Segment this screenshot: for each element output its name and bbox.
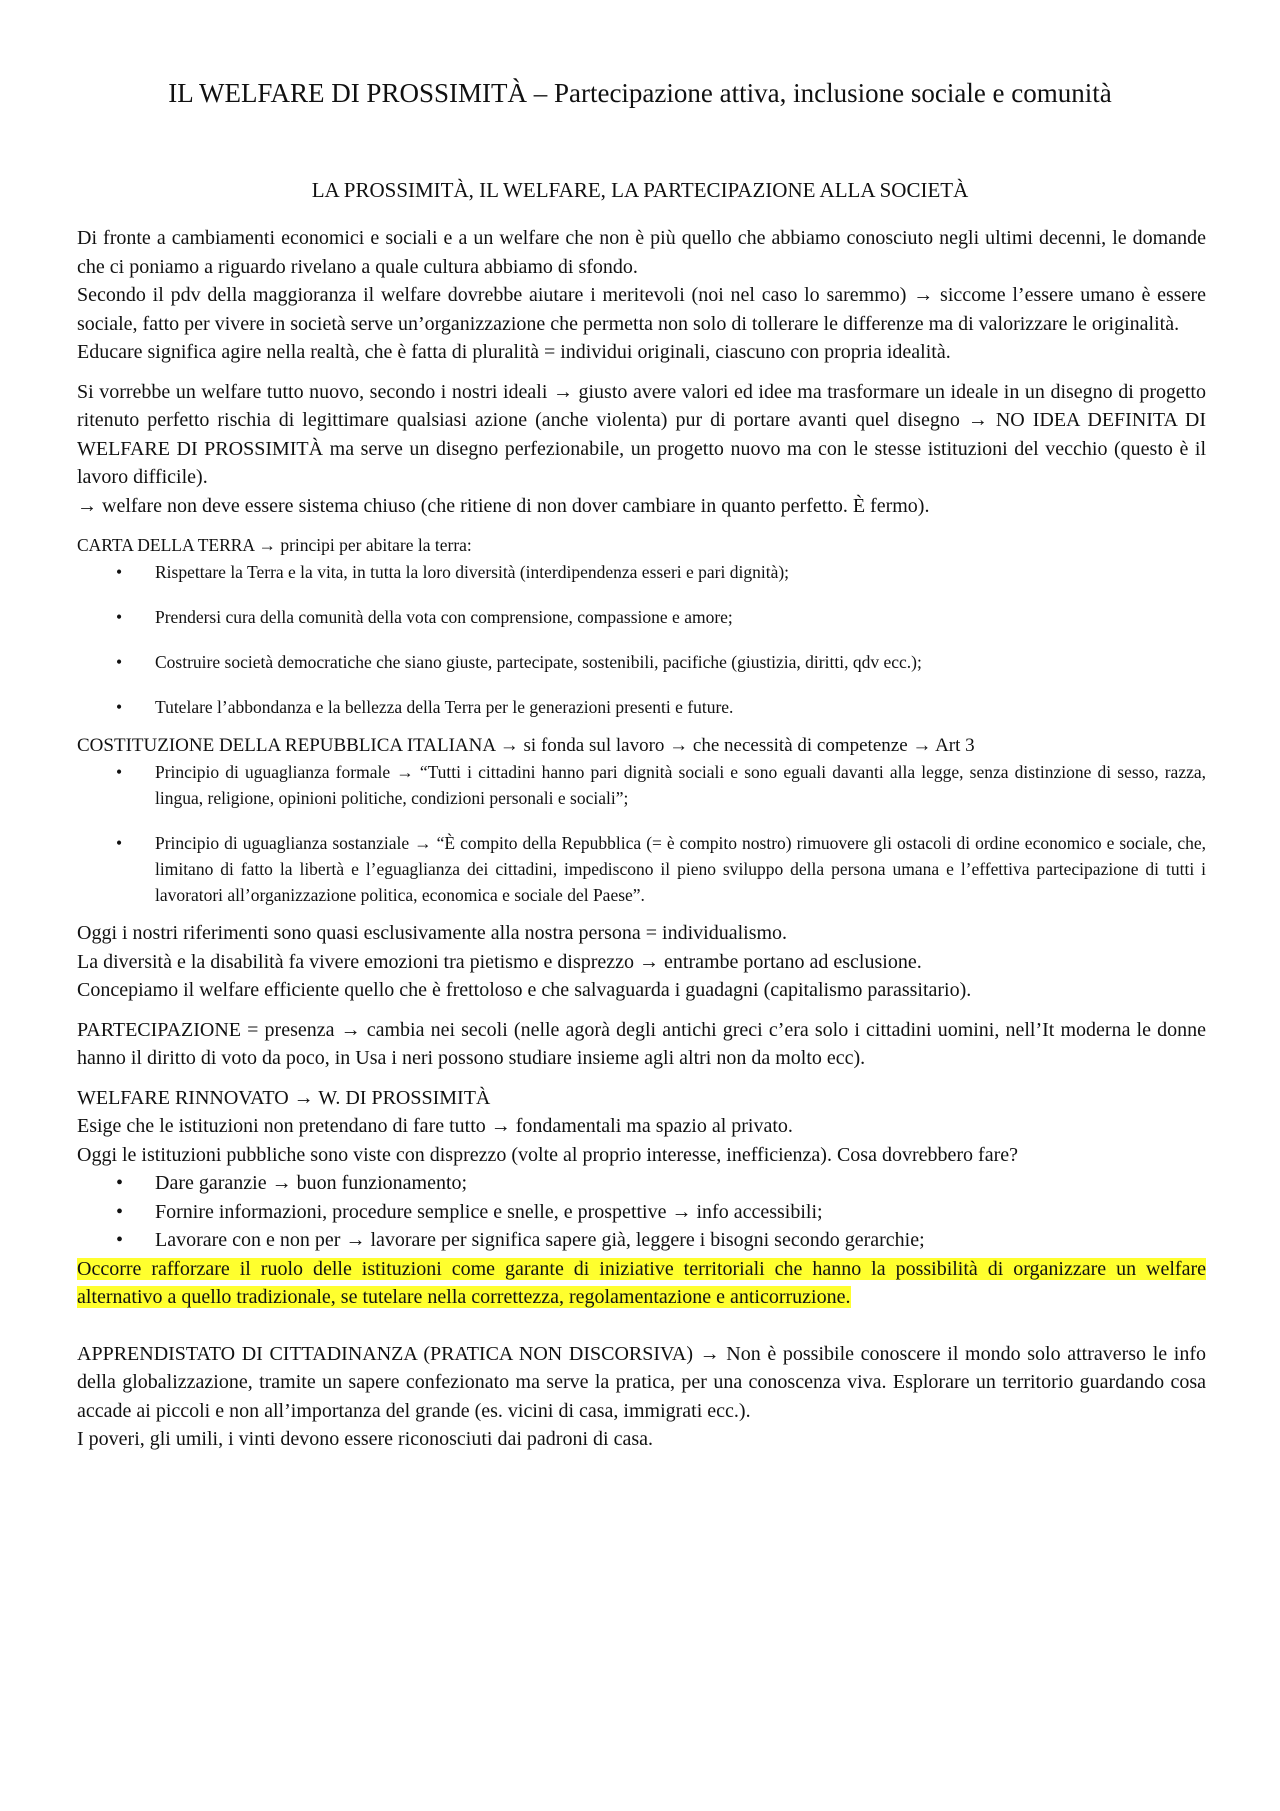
section-title: LA PROSSIMITÀ, IL WELFARE, LA PARTECIPAZIONE ALLA SOCIETÀ (311, 178, 969, 202)
carta-della-terra-heading: CARTA DELLA TERRA → principi per abitare la terra: (77, 535, 472, 555)
paragraph: → welfare non deve essere sistema chiuso (che ritiene di non dover cambiare in quanto perfetto. È fermo). (77, 494, 930, 517)
bullet-icon: • (116, 697, 123, 717)
document-body (77, 224, 1206, 1454)
costituzione-list (77, 759, 1206, 908)
list-item (77, 604, 1206, 630)
list-item (77, 1169, 1206, 1198)
list-item-text: Rispettare la Terra e la vita, in tutta la loro diversità (interdipendenza esseri e pari dignità); (155, 562, 790, 582)
partecipazione-paragraph: PARTECIPAZIONE = presenza → cambia nei secoli (nelle agorà degli antichi greci c’era solo i cittadini uomini, nell’It moderna le donne hanno il diritto di voto da poco, in Usa i neri possono studiare insieme agli altri non da molto ecc). (77, 1018, 1206, 1069)
costituzione-heading: COSTITUZIONE DELLA REPUBBLICA ITALIANA → si fonda sul lavoro → che necessità di competenze → Art 3 (77, 735, 975, 756)
list-item (77, 759, 1206, 811)
list-item (77, 649, 1206, 675)
paragraph: Secondo il pdv della maggioranza il welfare dovrebbe aiutare i meritevoli (noi nel caso lo saremmo) → siccome l’essere umano è essere sociale, fatto per vivere in società serve un’organizzazione che permetta non solo di tollerare le differenze ma di valorizzare le originalità. (77, 284, 1206, 335)
bullet-icon: • (116, 762, 123, 782)
list-item-text: Fornire informazioni, procedure semplice e snelle, e prospettive → info accessibili; (155, 1200, 823, 1223)
paragraph: I poveri, gli umili, i vinti devono essere riconosciuti dai padroni di casa. (77, 1428, 653, 1450)
document-title: IL WELFARE DI PROSSIMITÀ – Partecipazione attiva, inclusione sociale e comunità (168, 78, 1112, 108)
list-item (77, 1198, 1206, 1227)
paragraph: Educare significa agire nella realtà, che è fatta di pluralità = individui originali, ciascuno con propria idealità. (77, 341, 951, 363)
list-item (77, 559, 1206, 585)
paragraph: Si vorrebbe un welfare tutto nuovo, secondo i nostri ideali → giusto avere valori ed idee ma trasformare un ideale in un disegno di progetto ritenuto perfetto rischia di legittimare qualsiasi azione (anche violenta) pur di portare avanti quel disegno → NO IDEA DEFINITA DI WELFARE DI PROSSIMITÀ ma serve un disegno perfezionabile, un progetto nuovo ma con le stesse istituzioni del vecchio (questo è il lavoro difficile). (77, 380, 1206, 488)
list-item (77, 830, 1206, 908)
list-item-text: Tutelare l’abbondanza e la bellezza della Terra per le generazioni presenti e future. (155, 697, 734, 717)
paragraph: Oggi i nostri riferimenti sono quasi esclusivamente alla nostra persona = individualismo. (77, 922, 788, 944)
paragraph: Di fronte a cambiamenti economici e sociali e a un welfare che non è più quello che abbiamo conosciuto negli ultimi decenni, le domande che ci poniamo a riguardo rivelano a quale cultura abbiamo di sfondo. (77, 227, 1206, 278)
paragraph: La diversità e la disabilità fa vivere emozioni tra pietismo e disprezzo → entrambe portano ad esclusione. (77, 950, 922, 973)
highlighted-paragraph (77, 1255, 1206, 1312)
highlighted-text: Occorre rafforzare il ruolo delle istituzioni come garante di iniziative territoriali che hanno la possibilità di organizzare un welfare alternativo a quello tradizionale, se tutelare nella correttezza, regolamentazione e anticorruzione. (77, 1257, 1206, 1308)
bullet-icon: • (116, 652, 123, 672)
list-item-text: Costruire società democratiche che siano giuste, partecipate, sostenibili, pacifiche (giustizia, diritti, qdv ecc.); (155, 652, 922, 672)
list-item-text: Lavorare con e non per → lavorare per significa sapere già, leggere i bisogni secondo gerarchie; (155, 1229, 925, 1251)
list-item-text: Prendersi cura della comunità della vota con comprensione, compassione e amore; (155, 607, 733, 627)
list-item-text: Principio di uguaglianza formale → “Tutti i cittadini hanno pari dignità sociali e sono eguali davanti alla legge, senza distinzione di sesso, razza, lingua, religione, opinioni politiche, condizioni personali e sociali”; (155, 762, 1206, 808)
apprendistato-paragraph: APPRENDISTATO DI CITTADINANZA (PRATICA NON DISCORSIVA) → Non è possibile conoscere il mondo solo attraverso le info della globalizzazione, tramite un sapere confezionato ma serve la pratica, per una conoscenza viva. Esplorare un territorio guardando cosa accade ai piccoli e non all’importanza del grande (es. vicini di casa, immigrati ecc.). (77, 1342, 1206, 1422)
list-item (77, 694, 1206, 720)
list-item-text: Principio di uguaglianza sostanziale → “È compito della Repubblica (= è compito nostro) rimuovere gli ostacoli di ordine economico e sociale, che, limitano di fatto la libertà e l’eguaglianza dei cittadini, impediscono il pieno sviluppo della persona umana e l’effettiva partecipazione di tutti i lavoratori all’organizzazione politica, economica e sociale del Paese”. (155, 833, 1206, 905)
bullet-icon: • (116, 1229, 124, 1251)
bullet-icon: • (116, 833, 123, 853)
paragraph: Esige che le istituzioni non pretendano di fare tutto → fondamentali ma spazio al privato. (77, 1115, 793, 1137)
bullet-icon: • (116, 562, 123, 582)
list-item (77, 1226, 1206, 1255)
istituzioni-list (77, 1169, 1206, 1255)
carta-della-terra-list (77, 559, 1206, 720)
bullet-icon: • (116, 1200, 124, 1223)
paragraph: Oggi le istituzioni pubbliche sono viste con disprezzo (volte al proprio interesse, inefficienza). Cosa dovrebbero fare? (77, 1143, 1018, 1166)
welfare-rinnovato-heading: WELFARE RINNOVATO → W. DI PROSSIMITÀ (77, 1086, 491, 1109)
list-item-text: Dare garanzie → buon funzionamento; (155, 1172, 468, 1194)
bullet-icon: • (116, 1172, 124, 1194)
bullet-icon: • (116, 607, 123, 627)
paragraph: Concepiamo il welfare efficiente quello che è frettoloso e che salvaguarda i guadagni (capitalismo parassitario). (77, 979, 972, 1001)
